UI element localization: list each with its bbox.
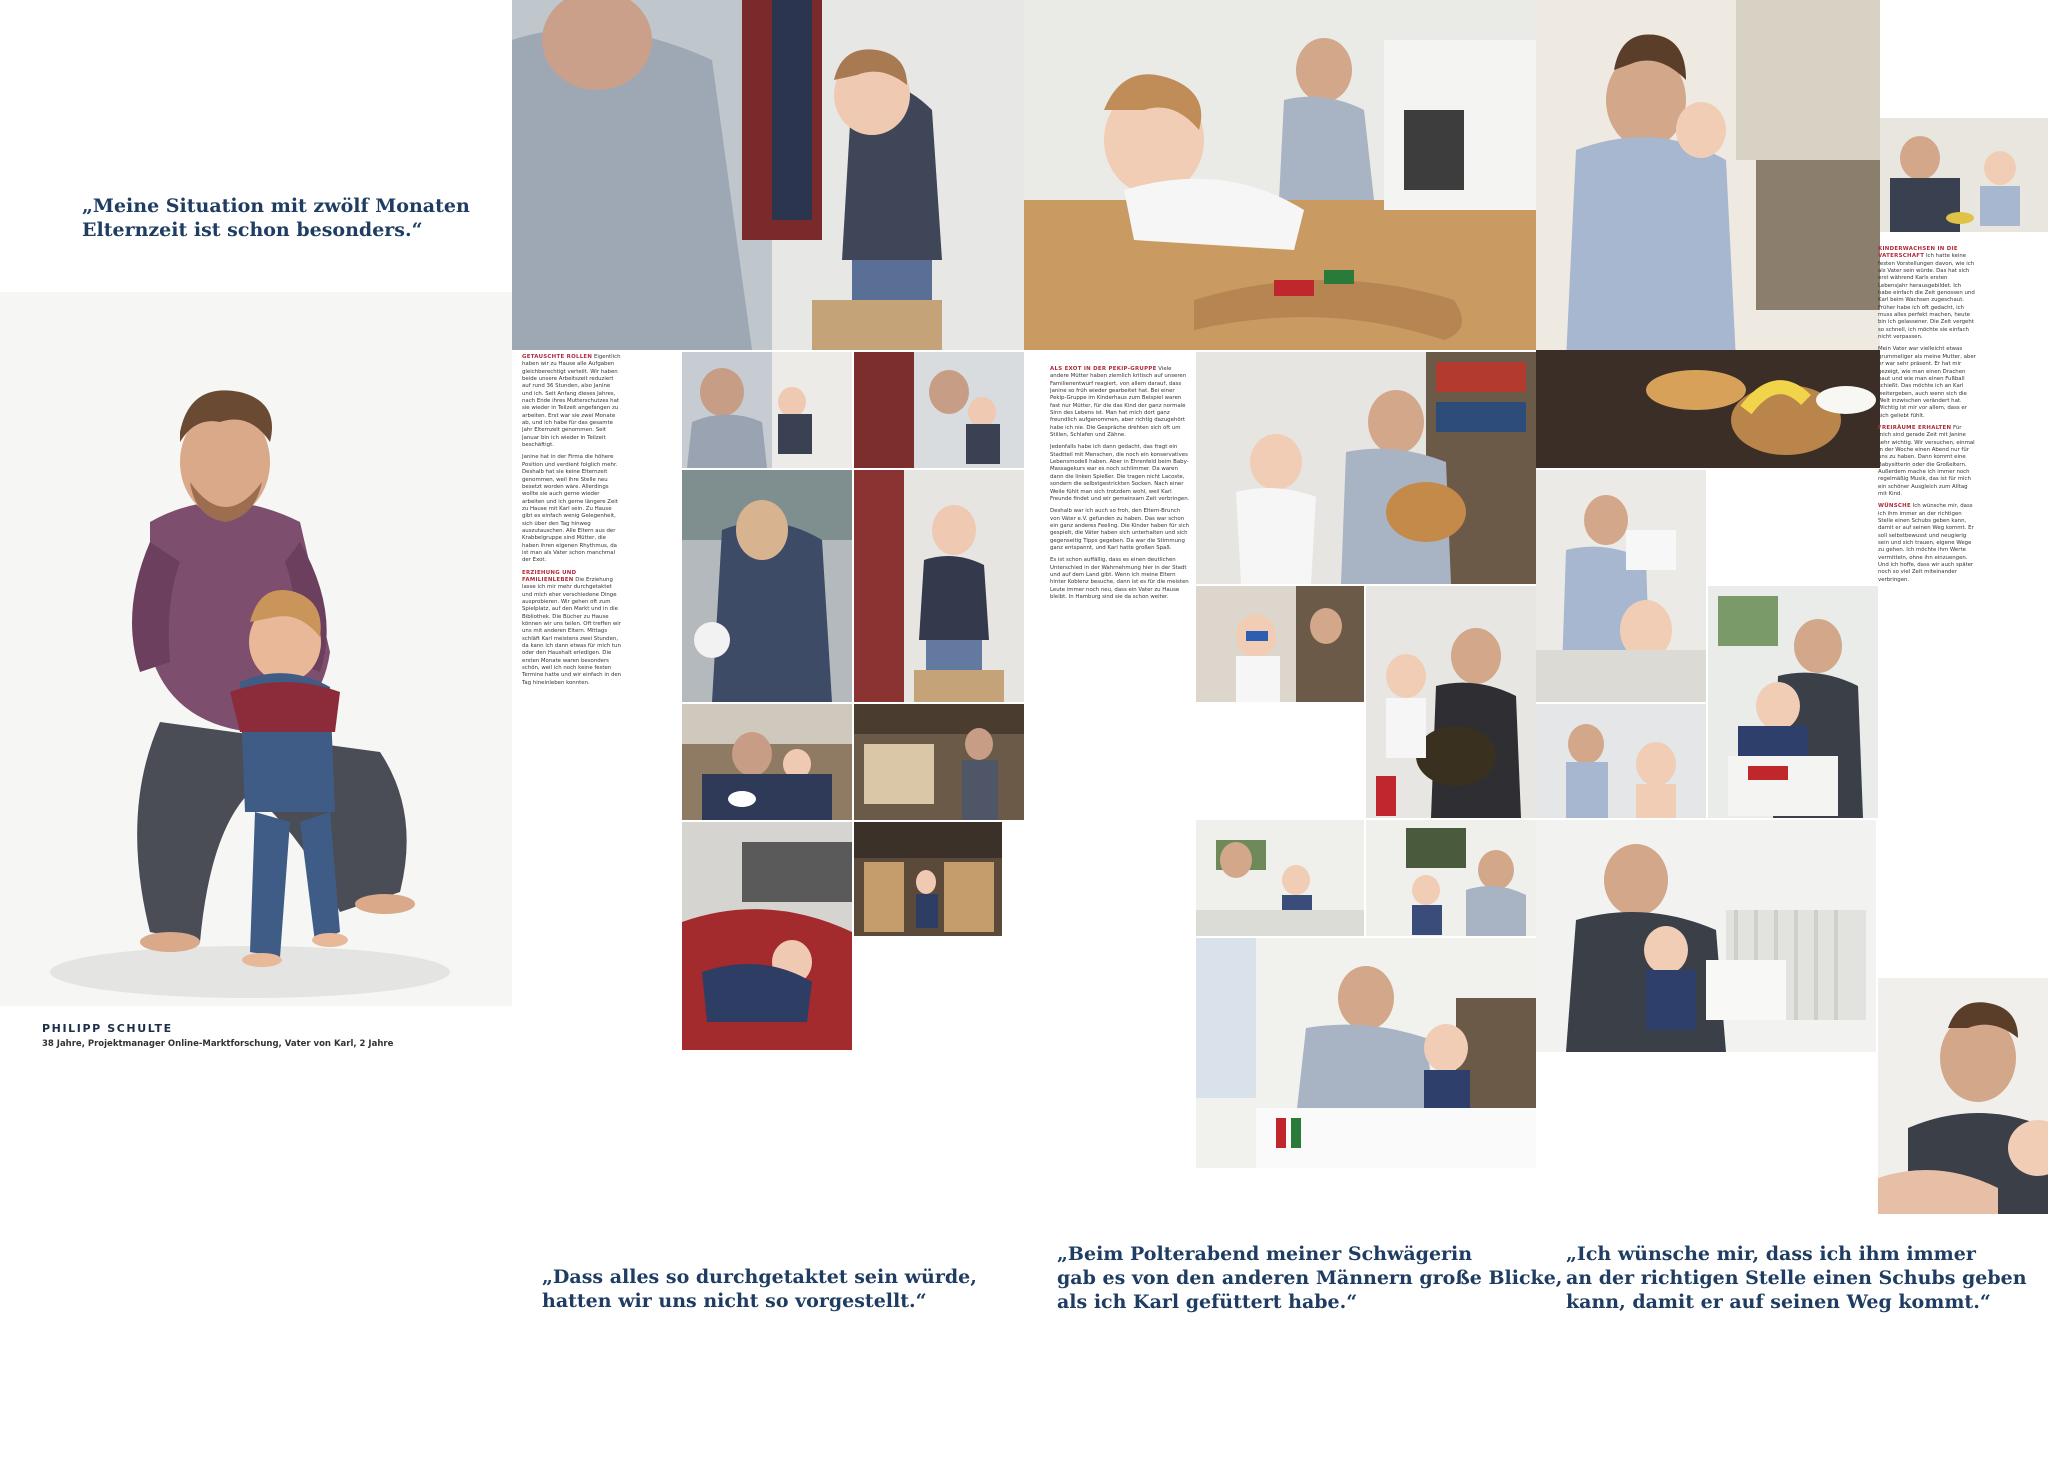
text-column-1 [522, 354, 622, 980]
photo-grid-7 [682, 822, 852, 1050]
person-bio: 38 Jahre, Projektmanager Online-Marktforschung, Vater von Karl, 2 Jahre [42, 1039, 394, 1049]
body-text: Ich hatte keine festen Vorstellungen davon, wie ich als Vater sein würde. Das hat sich erst während Karls ersten Lebensjahr herausgebildet. Ich habe einfach die Zeit genossen und Karl beim Wachsen zugeschaut. Früher habe ich oft gedacht, ich muss alles perfekt machen, heute bin ich gelassener. Die Zeit vergeht so schnell, ich möchte sie einfach nicht verpassen. [1878, 253, 1975, 341]
person-name: PHILIPP SCHULTE [42, 1022, 173, 1035]
photo-jacket-dressing [512, 0, 1024, 350]
section-heading: ERZIEHUNG UND FAMILIENLEBEN [522, 569, 577, 583]
body-text: Jedenfalls habe ich dann gedacht, das fragt ein Stadtteil mit Menschen, die noch ein konservatives Lebensmodell haben. Aber in Ehrenfeld beim Baby-Massagekurs war es noch schlimmer. Da waren dann die linken Spießer. Die tragen nicht Lacoste, sondern die selbstgestrickten Socken. Nach einer Weile fühlt man sich trotzdem wohl, weil Karl Freunde findet und wir gemeinsam Zeit verbringen. [1050, 444, 1190, 502]
portrait-photo [0, 292, 512, 1006]
photo-floor-play [1024, 0, 1536, 350]
photo-grid-10 [1366, 586, 1536, 818]
body-text: Janine hat in der Firma die höhere Position und verdient folglich mehr. Deshalb hat sie keine Elternzeit genommen, weil ihre Stelle neu besetzt worden wäre. Allerdings wollte sie auch gerne wieder arbeiten und ich gerne längere Zeit zu Hause mit Karl sein. Zu Hause gibt es einfach wenig Gelegenheit, sich über den Tag hinweg auszutauschen. Alle Eltern aus der Krabbelgruppe sind Mütter, die haben ihren eigenen Rhythmus, da ist man als Vater schon manchmal der Exot. [522, 454, 618, 564]
photo-drawing-table [1196, 938, 1536, 1168]
text-column-3 [1878, 246, 1976, 950]
photo-grid-5 [682, 704, 852, 820]
section-heading: KINDERWACHSEN IN DIE VATERSCHAFT [1878, 246, 1958, 260]
photo-bath-towel [1536, 470, 1706, 702]
pull-quote-1: „Meine Situation mit zwölf Monaten Elternzeit ist schon besonders.“ [82, 195, 470, 241]
section-heading: FREIRÄUME ERHALTEN [1878, 424, 1952, 431]
body-text: Ich wünsche mir, dass ich ihm immer an der richtigen Stelle einen Schubs geben kann, damit er auf seinen Weg kommt. Er soll selbstbewusst und neugierig sein und sich trauen, eigene Wege zu gehen. Ich möchte ihm Werte vermitteln, ohne ihn einzuengen. Und ich hoffe, dass wir auch später noch so viel Zeit miteinander verbringen. [1878, 503, 1974, 583]
photo-grid-3 [682, 470, 852, 702]
photo-crib-reading [1536, 820, 1876, 1052]
text-column-2 [1050, 366, 1190, 906]
photo-guitar-large [1196, 352, 1536, 584]
photo-grid-2 [854, 352, 1024, 468]
body-text: Für mich sind gerade Zeit mit Janine sehr wichtig. Wir versuchen, einmal in der Woche einen Abend nur für uns zu haben. Dann kommt eine Babysitterin oder die Großeltern. Außerdem mache ich immer noch regelmäßig Musik, das ist für mich ein schöner Ausgleich zum Alltag mit Kind. [1878, 424, 1975, 497]
body-text: Deshalb war ich auch so froh, den Eltern-Brunch von Väter e.V. gefunden zu haben. Das war schon ein ganz anderes Feeling. Die Kinder haben für sich gespielt, die Väter haben sich unterhalten und sich gegenseitig Tipps gegeben. Da war die Stimmung ganz entspannt, und Karl hatte großen Spaß. [1050, 508, 1190, 551]
section-heading: GETAUSCHTE ROLLEN [522, 354, 593, 360]
photo-grid-6 [854, 704, 1024, 820]
photo-grid-9 [1196, 586, 1364, 702]
photo-grid-8 [854, 822, 1002, 936]
pull-quote-3: „Beim Polterabend meiner Schwägerin gab es von den anderen Männern große Blicke, als ich Karl gefüttert habe.“ [1057, 1243, 1563, 1313]
section-heading: ALS EXOT IN DER PEKIP-GRUPPE [1050, 366, 1157, 372]
photo-grid-12 [1366, 820, 1536, 936]
pull-quote-4: „Ich wünsche mir, dass ich ihm immer an der richtigen Stelle einen Schubs geben kann, damit er auf seinen Weg kommt.“ [1566, 1243, 2027, 1313]
photo-breakfast [1880, 118, 2048, 232]
body-text: Mein Vater war vielleicht etwas grummeliger als meine Mutter, aber er war sehr präsent. Er hat mir gezeigt, wie man einen Drachen baut und wie man einen Fußball schießt. Das möchte ich an Karl weitergeben, auch wenn sich die Welt inzwischen verändert hat. Wichtig ist mir vor allem, dass er sich geliebt fühlt. [1878, 346, 1976, 419]
body-text: Viele andere Mütter haben ziemlich kritisch auf unseren Familienentwurf reagiert, von allem darauf, dass Janine so früh wieder gearbeitet hat. Bei einer Pekip-Gruppe im Kinderhaus zum Beispiel waren fast nur Mütter, für die das Kind der ganz normale Sinn des Lebens ist. Man hat mich dort ganz freundlich aufgenommen, aber richtig dazugehört habe ich nie. Die Gespräche drehten sich oft um Stillen, Schlafen und Zähne. [1050, 366, 1187, 439]
photo-grid-1 [682, 352, 852, 468]
photo-kitchen-cooking [1536, 0, 1880, 468]
photo-grid-11 [1196, 820, 1364, 936]
section-heading: WÜNSCHE [1878, 503, 1911, 510]
pull-quote-2: „Dass alles so durchgetaktet sein würde, hatten wir uns nicht so vorgestellt.“ [542, 1266, 977, 1312]
body-text: Es ist schon auffällig, dass es einen deutlichen Unterschied in der Wahrnehmung hier in der Stadt und auf dem Land gibt. Wenn ich meine Eltern hinter Koblenz besuche, dann ist es für die meisten Leute immer noch neu, dass ein Vater zu Hause bleibt. In Hamburg sind sie da schon weiter. [1050, 557, 1189, 600]
photo-closeup-hug [1878, 978, 2048, 1214]
photo-grid-4 [854, 470, 1024, 702]
body-text: Eigentlich haben wir zu Hause alle Aufgaben gleichberechtigt verteilt. Wir haben beide unsere Arbeitszeit reduziert auf rund 36 Stunden, also Janine und ich. Seit Anfang dieses Jahres, nach Ende ihres Mutterschutzes hat sie wieder in Teilzeit angefangen zu arbeiten. Erst war sie zwei Monate ab, und ich habe für das gesamte Jahr Elternzeit genommen. Seit Januar bin ich wieder in Teilzeit beschäftigt. [522, 354, 621, 449]
photo-grid-13 [1536, 704, 1706, 818]
body-text: Die Erziehung lasse ich mir mehr durchgetaktet und mich eher verschiedene Dinge ausprobieren. Wir gehen oft zum Spielplatz, auf den Markt und in die Bibliothek. Die Bücher zu Hause können wir uns teilen. Oft treffen wir uns mit anderen Eltern. Mittags schläft Karl meistens zwei Stunden, da kann ich dann etwas für mich tun oder den Haushalt erledigen. Die ersten Monate waren besonders schön, weil ich noch keine festen Termine hatte und wir einfach in den Tag hineinleben konnten. [522, 576, 622, 686]
photo-reading-book [1708, 586, 1878, 818]
